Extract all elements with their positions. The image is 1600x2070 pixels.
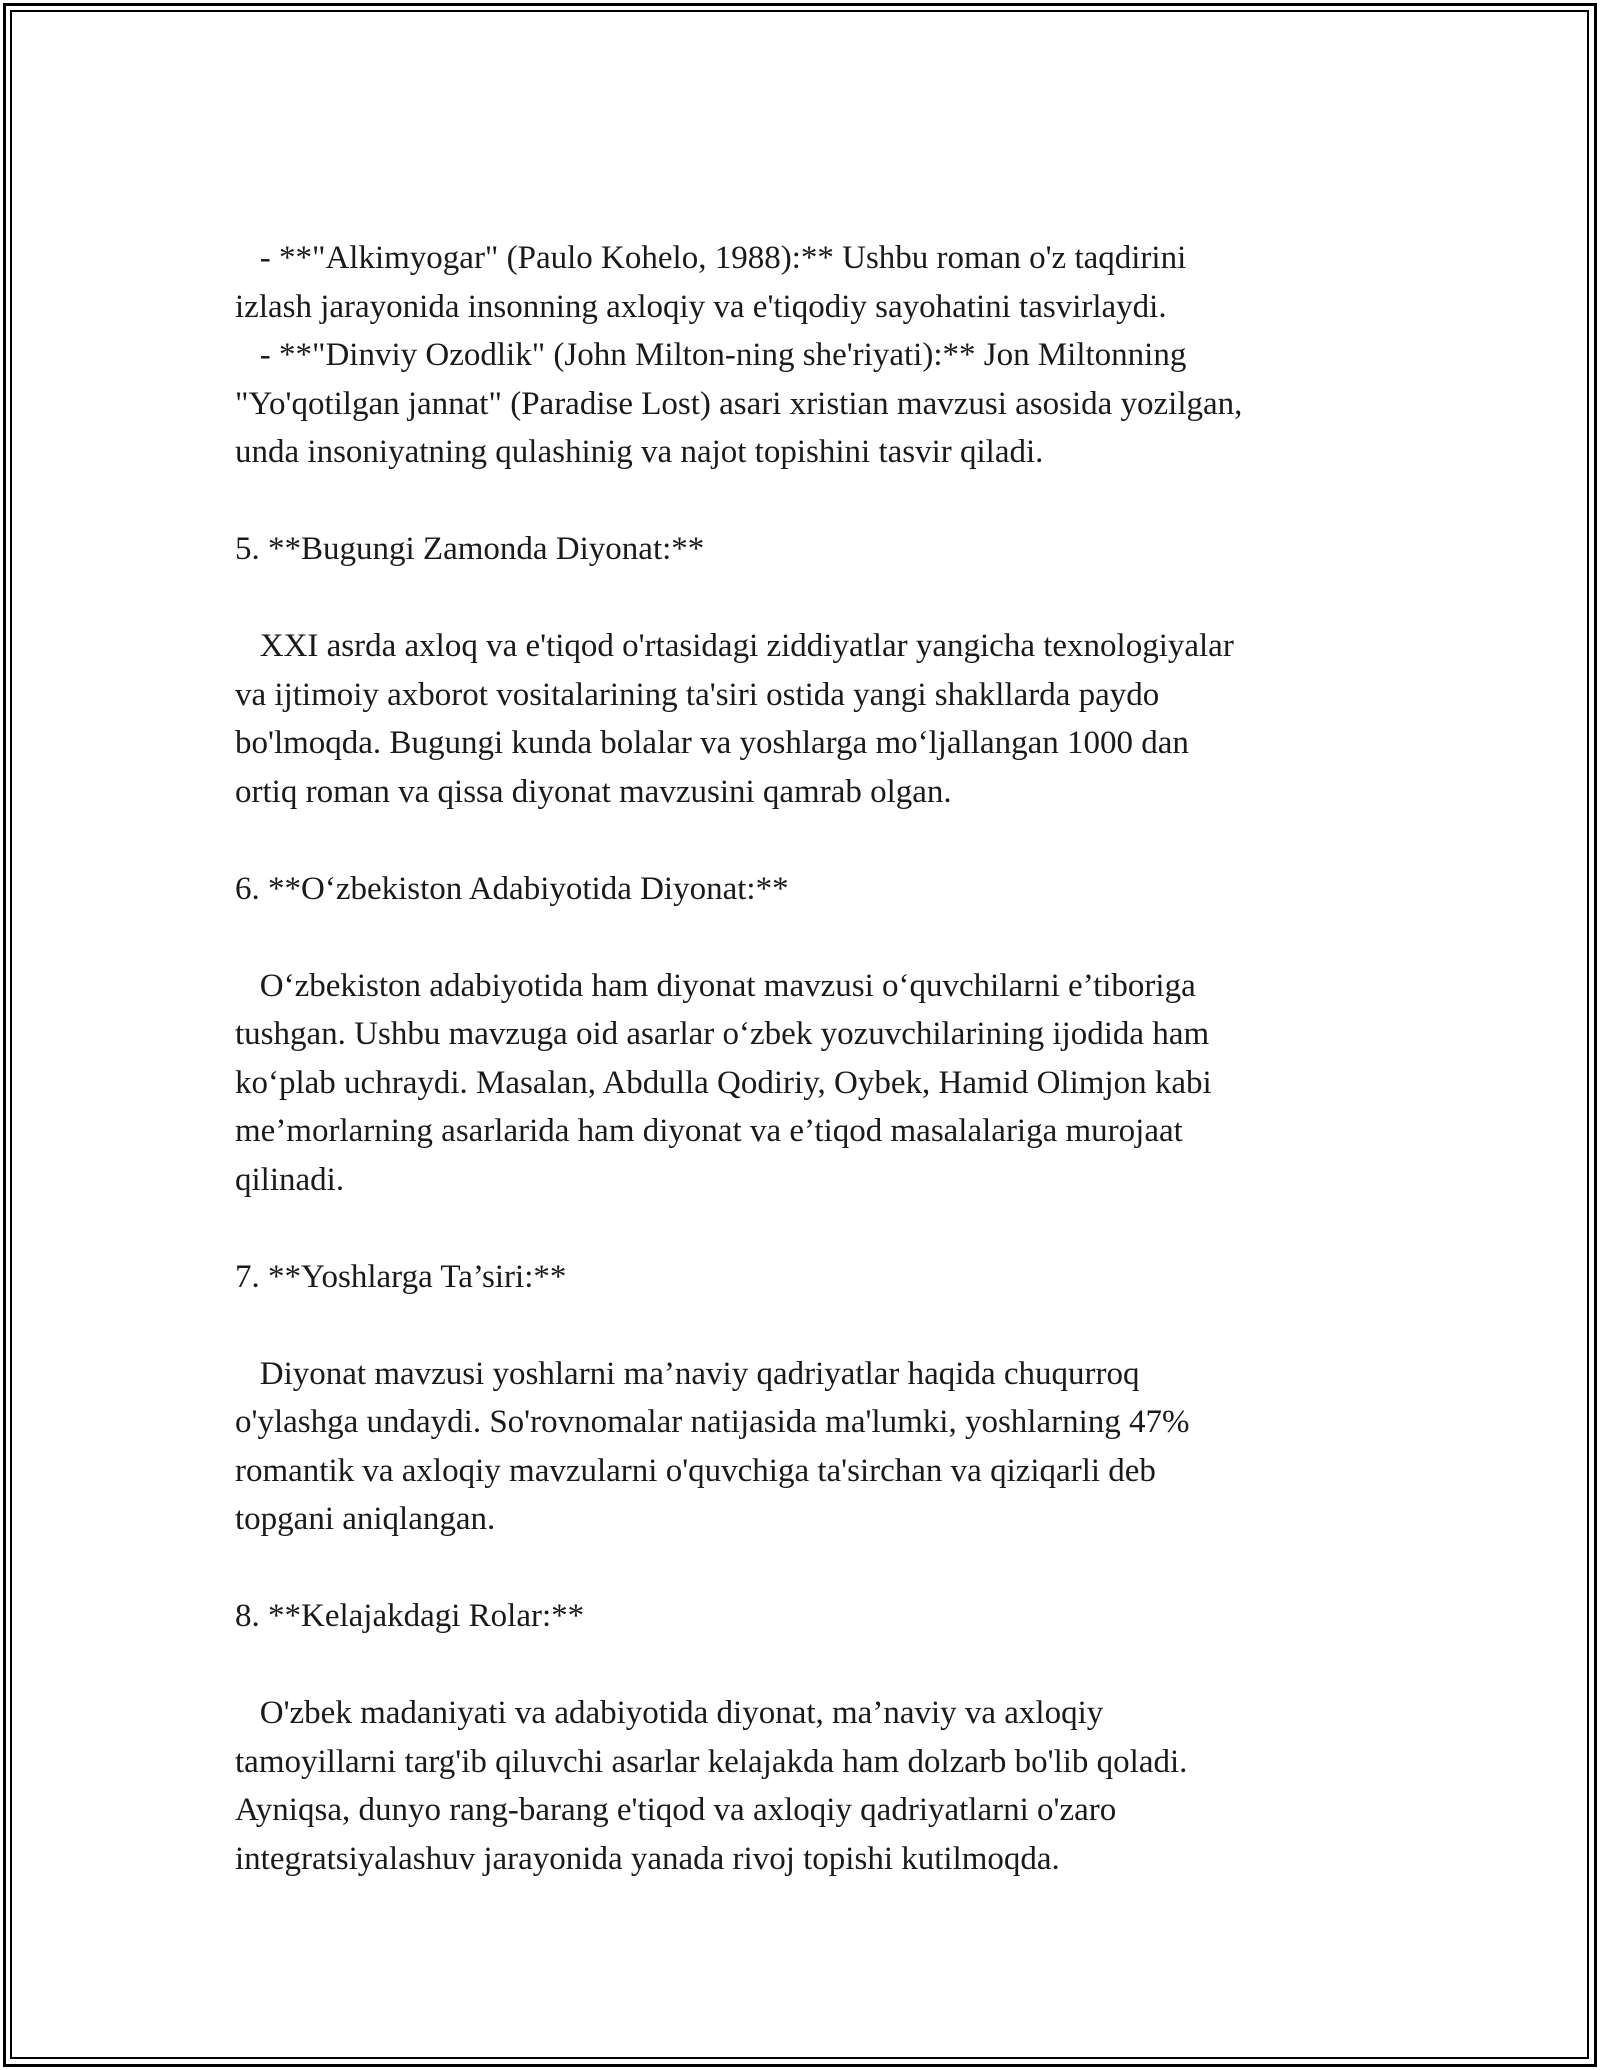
text-line: - **"Dinviy Ozodlik" (John Milton-ning she'riyati):** Jon Miltonning bbox=[235, 337, 1187, 373]
text-line: unda insoniyatning qulashinig va najot topishini tasvir qiladi. bbox=[235, 434, 1044, 470]
text-line: ortiq roman va qissa diyonat mavzusini qamrab olgan. bbox=[235, 773, 952, 810]
text-line: izlash jarayonida insonning axloqiy va e'tiqodiy sayohatini tasvirlaydi. bbox=[235, 288, 1167, 325]
paragraph bbox=[235, 1350, 1385, 1544]
text-line: va ijtimoiy axborot vositalarining ta'siri ostida yangi shakllarda paydo bbox=[235, 676, 1160, 713]
text-line: 6. **O‘zbekiston Adabiyotida Diyonat:** bbox=[235, 870, 789, 907]
text-line: 7. **Yoshlarga Ta’siri:** bbox=[235, 1258, 567, 1295]
text-line: 5. **Bugungi Zamonda Diyonat:** bbox=[235, 531, 705, 567]
text-line: - **"Alkimyogar" (Paulo Kohelo, 1988):** Ushbu roman o'z taqdirini bbox=[235, 240, 1187, 276]
text-line: romantik va axloqiy mavzularni o'quvchiga ta'sirchan va qiziqarli deb bbox=[235, 1452, 1156, 1489]
text-line: O‘zbekiston adabiyotida ham diyonat mavzusi o‘quvchilarni e’tiboriga bbox=[235, 967, 1196, 1004]
text-line: "Yo'qotilgan jannat" (Paradise Lost) asari xristian mavzusi asosida yozilgan, bbox=[235, 385, 1243, 422]
section-heading bbox=[235, 1592, 1385, 1641]
paragraph-gap bbox=[235, 477, 1385, 526]
paragraph-gap bbox=[235, 1204, 1385, 1253]
text-line: o'ylashga undaydi. So'rovnomalar natijasida ma'lumki, yoshlarning 47% bbox=[235, 1404, 1190, 1440]
section-heading bbox=[235, 525, 1385, 574]
text-line: Diyonat mavzusi yoshlarni ma’naviy qadriyatlar haqida chuqurroq bbox=[235, 1355, 1140, 1392]
text-line: topgani aniqlangan. bbox=[235, 1501, 496, 1537]
text-line: Ayniqsa, dunyo rang-barang e'tiqod va axloqiy qadriyatlarni o'zaro bbox=[235, 1792, 1117, 1828]
document-body bbox=[235, 234, 1385, 1883]
text-line: integratsiyalashuv jarayonida yanada rivoj topishi kutilmoqda. bbox=[235, 1840, 1060, 1877]
text-line: XXI asrda axloq va e'tiqod o'rtasidagi ziddiyatlar yangicha texnologiyalar bbox=[235, 628, 1234, 664]
paragraph bbox=[235, 234, 1385, 477]
text-line: O'zbek madaniyati va adabiyotida diyonat, ma’naviy va axloqiy bbox=[235, 1695, 1104, 1731]
paragraph-gap bbox=[235, 1641, 1385, 1690]
paragraph-gap bbox=[235, 574, 1385, 623]
paragraph-gap bbox=[235, 816, 1385, 865]
text-line: me’morlarning asarlarida ham diyonat va e’tiqod masalalariga murojaat bbox=[235, 1113, 1183, 1149]
paragraph bbox=[235, 1689, 1385, 1883]
text-line: tushgan. Ushbu mavzuga oid asarlar o‘zbek yozuvchilarining ijodida ham bbox=[235, 1016, 1210, 1052]
section-heading bbox=[235, 1253, 1385, 1302]
text-line: bo'lmoqda. Bugungi kunda bolalar va yoshlarga mo‘ljallangan 1000 dan bbox=[235, 725, 1189, 761]
section-heading bbox=[235, 865, 1385, 914]
paragraph-gap bbox=[235, 1544, 1385, 1593]
paragraph bbox=[235, 962, 1385, 1205]
paragraph-gap bbox=[235, 913, 1385, 962]
text-line: qilinadi. bbox=[235, 1161, 345, 1198]
text-line: 8. **Kelajakdagi Rolar:** bbox=[235, 1598, 585, 1634]
text-line: tamoyillarni targ'ib qiluvchi asarlar kelajakda ham dolzarb bo'lib qoladi. bbox=[235, 1743, 1188, 1780]
paragraph-gap bbox=[235, 1301, 1385, 1350]
text-line: ko‘plab uchraydi. Masalan, Abdulla Qodiriy, Oybek, Hamid Olimjon kabi bbox=[235, 1064, 1212, 1101]
paragraph bbox=[235, 622, 1385, 816]
